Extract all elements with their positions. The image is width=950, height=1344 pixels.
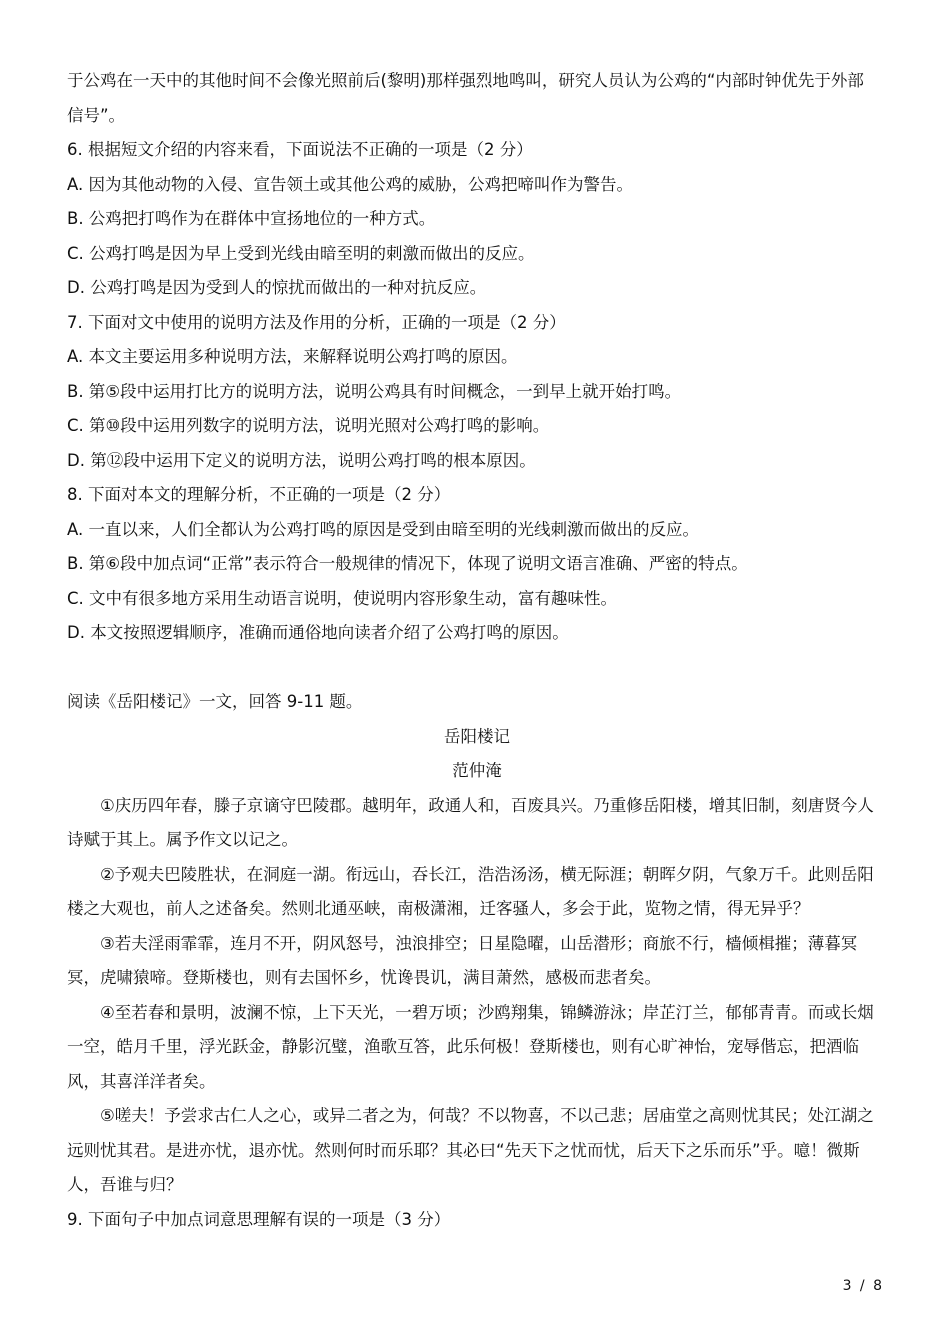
option-7b: B. 第⑤段中运用打比方的说明方法，说明公鸡具有时间概念，一到早上就开始打鸣。 [67,381,682,401]
option-7c: C. 第⑩段中运用列数字的说明方法，说明光照对公鸡打鸣的影响。 [67,416,550,435]
text-line: 信号”。 [67,105,126,125]
option-7a: A. 本文主要运用多种说明方法，来解释说明公鸡打鸣的原因。 [67,347,518,366]
essay-title: 岳阳楼记 [444,726,510,746]
text-line: 于公鸡在一天中的其他时间不会像光照前后(黎明)那样强烈地鸣叫，研究人员认为公鸡的“内部时钟优先于外部 [67,71,864,90]
option-8a: A. 一直以来，人们全都认为公鸡打鸣的原因是受到由暗至明的光线刺激而做出的反应。 [67,519,699,539]
essay-paragraph-4: ④至若春和景明，波澜不惊，上下天光，一碧万顷；沙鸥翔集，锦鳞游泳；岸芷汀兰，郁郁青青。而或长烟一空，皓月千里，浮光跃金，静影沉璧，渔歌互答，此乐何极！登斯楼也，则有心旷神怡，宠辱偕忘，把酒临风，其喜洋洋者矣。 [67,1002,874,1091]
option-6d: D. 公鸡打鸣是因为受到人的惊扰而做出的一种对抗反应。 [67,278,487,297]
option-7d: D. 第⑫段中运用下定义的说明方法，说明公鸡打鸣的根本原因。 [67,450,536,470]
question-6: 6. 根据短文介绍的内容来看，下面说法不正确的一项是（2 分） [67,140,533,159]
option-6b: B. 公鸡把打鸣作为在群体中宣扬地位的一种方式。 [67,209,436,228]
option-6a: A. 因为其他动物的入侵、宣告领土或其他公鸡的威胁，公鸡把啼叫作为警告。 [67,174,633,194]
essay-paragraph-1: ①庆历四年春，滕子京谪守巴陵郡。越明年，政通人和，百废具兴。乃重修岳阳楼，增其旧制，刻唐贤今人诗赋于其上。属予作文以记之。 [67,795,874,849]
option-8b: B. 第⑥段中加点词“正常”表示符合一般规律的情况下，体现了说明文语言准确、严密的特点。 [67,554,748,573]
spacer [67,651,887,686]
option-6c: C. 公鸡打鸣是因为早上受到光线由暗至明的刺激而做出的反应。 [67,243,535,263]
question-7: 7. 下面对文中使用的说明方法及作用的分析，正确的一项是（2 分） [67,312,566,332]
essay-paragraph-2: ②予观夫巴陵胜状，在洞庭一湖。衔远山，吞长江，浩浩汤汤，横无际涯；朝晖夕阴，气象万千。此则岳阳楼之大观也，前人之述备矣。然则北通巫峡，南极潇湘，迁客骚人，多会于此，览物之情，得无异乎？ [67,864,874,918]
question-8: 8. 下面对本文的理解分析，不正确的一项是（2 分） [67,485,451,504]
option-8c: C. 文中有很多地方采用生动语言说明，使说明内容形象生动，富有趣味性。 [67,588,618,608]
question-9: 9. 下面句子中加点词意思理解有误的一项是（3 分） [67,1209,451,1229]
option-8d: D. 本文按照逻辑顺序，准确而通俗地向读者介绍了公鸡打鸣的原因。 [67,623,569,642]
document-page [67,64,887,1237]
essay-paragraph-5: ⑤嗟夫！予尝求古仁人之心，或异二者之为，何哉？不以物喜，不以己悲；居庙堂之高则忧其民；处江湖之远则忧其君。是进亦忧，退亦忧。然则何时而乐耶？其必曰“先天下之忧而忧，后天下之乐而乐”乎。噫！微斯人，吾谁与归？ [67,1106,874,1194]
essay-author: 范仲淹 [452,761,502,780]
page-number: 3 / 8 [842,1278,884,1294]
section-intro: 阅读《岳阳楼记》一文，回答 9-11 题。 [67,692,363,711]
essay-paragraph-3: ③若夫淫雨霏霏，连月不开，阴风怒号，浊浪排空；日星隐曜，山岳潜形；商旅不行，樯倾楫摧；薄暮冥冥，虎啸猿啼。登斯楼也，则有去国怀乡，忧谗畏讥，满目萧然，感极而悲者矣。 [67,933,858,987]
